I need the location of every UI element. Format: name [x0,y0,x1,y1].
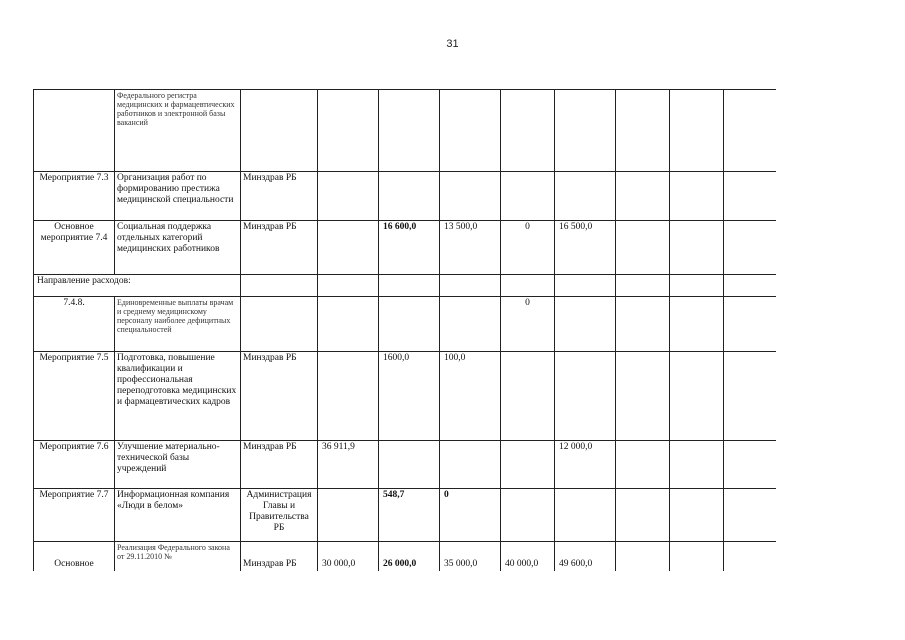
description-cell: Улучшение материально-технической базы учреждений [115,441,241,489]
value-cell-2 [379,90,440,172]
section-row [34,275,777,297]
executor-cell [241,90,318,172]
executor-cell [241,297,318,352]
value-cell-3: 100,0 [440,352,501,441]
value-cell-4 [501,352,555,441]
value-cell-3: 0 [440,489,501,542]
description-cell: Федерального регистра медицинских и фармацевтических работников и электронной базы вакансий [115,90,241,172]
table-row [34,352,777,441]
table-row [34,221,777,275]
budget-table [33,89,776,571]
empty-cell [241,275,318,297]
value-cell-2: 26 000,0 [379,542,440,572]
value-cell-3 [440,172,501,221]
value-cell-2 [379,441,440,489]
table-row [34,297,777,352]
description-cell: Реализация Федерального закона от 29.11.2010 № [115,542,241,572]
empty-cell [616,172,670,221]
empty-cell [616,90,670,172]
table-row [34,441,777,489]
empty-cell [616,275,670,297]
empty-cell [616,297,670,352]
measure-cell: Основное мероприятие 7.4 [34,221,115,275]
value-cell-1 [318,172,379,221]
measure-cell: 7.4.8. [34,297,115,352]
value-cell-1 [318,221,379,275]
executor-cell: Минздрав РБ [241,352,318,441]
page-number: 31 [446,38,459,50]
value-cell-4: 0 [501,221,555,275]
empty-cell [724,172,777,221]
empty-cell [616,441,670,489]
executor-cell: Минздрав РБ [241,172,318,221]
measure-cell: Мероприятие 7.6 [34,441,115,489]
executor-cell: Минздрав РБ [241,441,318,489]
value-cell-4: 0 [501,297,555,352]
value-cell-3 [440,90,501,172]
executor-cell: Минздрав РБ [241,221,318,275]
value-cell-1 [318,90,379,172]
empty-cell [670,90,724,172]
value-cell-2: 548,7 [379,489,440,542]
value-cell-1 [318,489,379,542]
value-cell-3: 13 500,0 [440,221,501,275]
empty-cell [501,275,555,297]
value-cell-5: 12 000,0 [555,441,616,489]
empty-cell [670,297,724,352]
empty-cell [724,297,777,352]
value-cell-3: 35 000,0 [440,542,501,572]
description-cell: Организация работ по формированию престижа медицинской специальности [115,172,241,221]
value-cell-2 [379,172,440,221]
value-cell-4: 40 000,0 [501,542,555,572]
empty-cell [670,489,724,542]
value-cell-4 [501,172,555,221]
description-cell: Социальная поддержка отдельных категорий медицинских работников [115,221,241,275]
executor-cell: Администрация Главы и Правительства РБ [241,489,318,542]
value-cell-3 [440,441,501,489]
description-cell: Единовременные выплаты врачам и среднему медицинскому персоналу наиболее дефицитных специальностей [115,297,241,352]
empty-cell [670,275,724,297]
empty-cell [670,441,724,489]
value-cell-5 [555,352,616,441]
measure-cell: Мероприятие 7.5 [34,352,115,441]
empty-cell [616,542,670,572]
empty-cell [616,489,670,542]
description-cell: Подготовка, повышение квалификации и профессиональная переподготовка медицинских и фармацевтических кадров [115,352,241,441]
empty-cell [724,441,777,489]
measure-cell: Мероприятие 7.7 [34,489,115,542]
empty-cell [724,489,777,542]
value-cell-2 [379,297,440,352]
measure-cell: Основное [34,542,115,572]
section-label: Направление расходов: [34,275,241,297]
empty-cell [616,221,670,275]
empty-cell [670,221,724,275]
value-cell-1: 36 911,9 [318,441,379,489]
value-cell-1: 30 000,0 [318,542,379,572]
empty-cell [616,352,670,441]
table-row [34,542,777,572]
value-cell-5: 16 500,0 [555,221,616,275]
measure-cell: Мероприятие 7.3 [34,172,115,221]
empty-cell [440,275,501,297]
table-row [34,172,777,221]
empty-cell [555,275,616,297]
empty-cell [379,275,440,297]
value-cell-1 [318,297,379,352]
value-cell-5 [555,297,616,352]
empty-cell [724,90,777,172]
budget-table-container [33,89,776,571]
empty-cell [724,542,777,572]
value-cell-4 [501,489,555,542]
empty-cell [724,221,777,275]
value-cell-5 [555,90,616,172]
empty-cell [670,542,724,572]
value-cell-4 [501,441,555,489]
executor-cell: Минздрав РБ [241,542,318,572]
value-cell-3 [440,297,501,352]
value-cell-4 [501,90,555,172]
value-cell-1 [318,352,379,441]
empty-cell [318,275,379,297]
measure-cell [34,90,115,172]
value-cell-5 [555,489,616,542]
empty-cell [670,172,724,221]
empty-cell [724,352,777,441]
value-cell-2: 1600,0 [379,352,440,441]
table-row [34,489,777,542]
value-cell-2: 16 600,0 [379,221,440,275]
value-cell-5 [555,172,616,221]
empty-cell [724,275,777,297]
empty-cell [670,352,724,441]
description-cell: Информационная компания «Люди в белом» [115,489,241,542]
value-cell-5: 49 600,0 [555,542,616,572]
table-row [34,90,777,172]
